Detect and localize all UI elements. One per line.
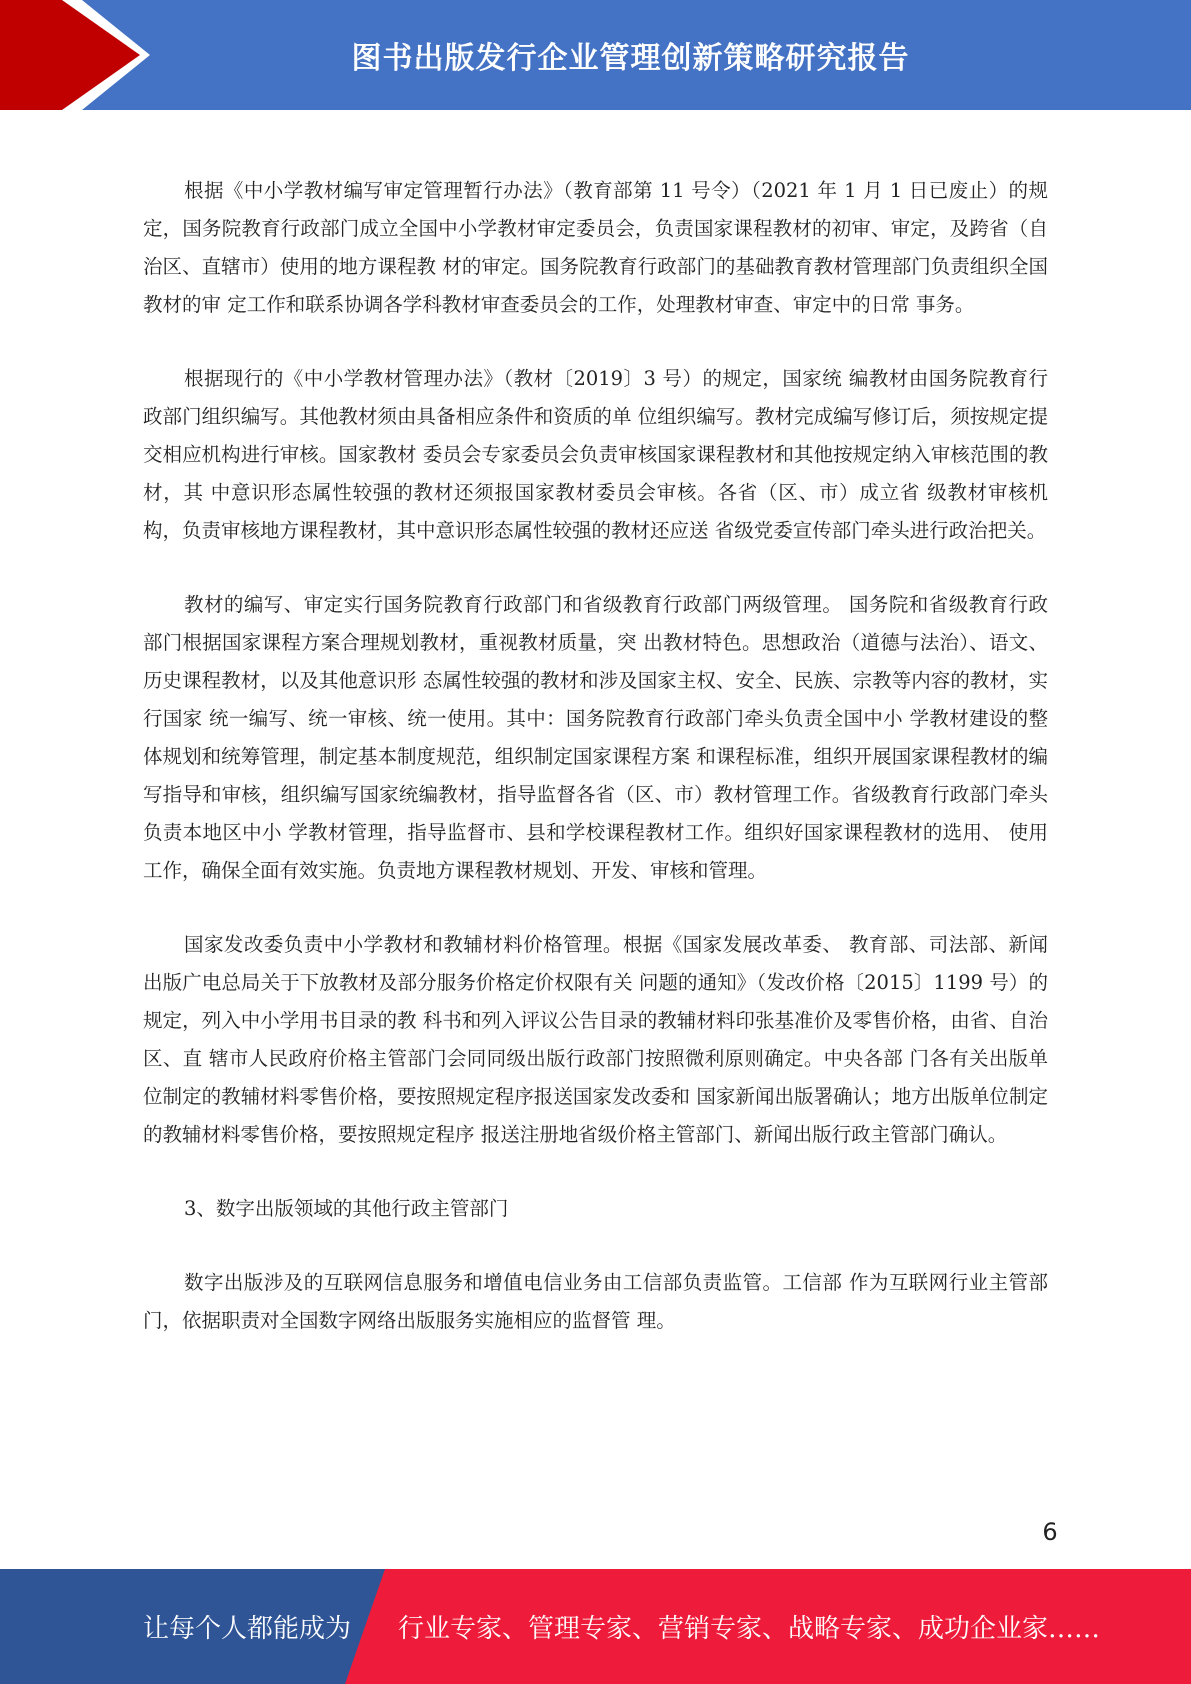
section-heading: 3、数字出版领域的其他行政主管部门 <box>184 1197 509 1220</box>
body-paragraph-3: 教材的编写、审定实行国务院教育行政部门和省级教育行政部门两级管理。 国务院和省级教育行政部门根据国家课程方案合理规划教材，重视教材质量，突 出教材特色。思想政治（道德与法治）、语文、历史课程教材，以及其他意识形 态属性较强的教材和涉及国家主权、安全、民族、宗教等内容的教材，实行国家 统一编写、统一审核、统一使用。其中：国务院教育行政部门牵头负责全国中小 学教材建设的整体规划和统筹管理，制定基本制度规范，组织制定国家课程方案 和课程标准，组织开展国家课程教材的编写指导和审核，组织编写国家统编教材，指导监督各省（区、市）教材管理工作。省级教育行政部门牵头负责本地区中小 学教材管理，指导监督市、县和学校课程教材工作。组织好国家课程教材的选用、 使用工作，确保全面有效实施。负责地方课程教材规划、开发、审核和管理。 <box>143 593 1048 882</box>
footer-slogan-left: 让每个人都能成为 <box>143 1614 352 1644</box>
report-title: 图书出版发行企业管理创新策略研究报告 <box>351 41 910 76</box>
header-chevron <box>0 0 160 110</box>
body-paragraph-1: 根据《中小学教材编写审定管理暂行办法》（教育部第 11 号令）（2021 年 1 月 1 日已废止）的规定，国务院教育行政部门成立全国中小学教材审定委员会，负责国家课程教材的初审、审定，及跨省（自治区、直辖市）使用的地方课程教 材的审定。国务院教育行政部门的基础教育教材管理部门负责组织全国教材的审 定工作和联系协调各学科教材审查委员会的工作，处理教材审查、审定中的日常 事务。 <box>143 179 1048 316</box>
page-header <box>0 0 1191 110</box>
page-footer <box>0 1569 1191 1684</box>
body-paragraph-4: 国家发改委负责中小学教材和教辅材料价格管理。根据《国家发展改革委、 教育部、司法部、新闻出版广电总局关于下放教材及部分服务价格定价权限有关 问题的通知》（发改价格〔2015〕1199 号）的规定，列入中小学用书目录的教 科书和列入评议公告目录的教辅材料印张基准价及零售价格，由省、自治区、直 辖市人民政府价格主管部门会同同级出版行政部门按照微利原则确定。中央各部 门各有关出版单位制定的教辅材料零售价格，要按照规定程序报送国家发改委和 国家新闻出版署确认；地方出版单位制定的教辅材料零售价格，要按照规定程序 报送注册地省级价格主管部门、新闻出版行政主管部门确认。 <box>143 933 1048 1146</box>
document-body <box>143 172 1048 1376</box>
page-number: 6 <box>1042 1518 1058 1546</box>
body-paragraph-5: 数字出版涉及的互联网信息服务和增值电信业务由工信部负责监管。工信部 作为互联网行业主管部门，依据职责对全国数字网络出版服务实施相应的监督管 理。 <box>143 1271 1048 1332</box>
body-paragraph-2: 根据现行的《中小学教材管理办法》（教材〔2019〕3 号）的规定，国家统 编教材由国务院教育行政部门组织编写。其他教材须由具备相应条件和资质的单 位组织编写。教材完成编写修订后，须按规定提交相应机构进行审核。国家教材 委员会专家委员会负责审核国家课程教材和其他按规定纳入审核范围的教材，其 中意识形态属性较强的教材还须报国家教材委员会审核。各省（区、市）成立省 级教材审核机构，负责审核地方课程教材，其中意识形态属性较强的教材还应送 省级党委宣传部门牵头进行政治把关。 <box>143 367 1048 542</box>
footer-slogan-right: 行业专家、管理专家、营销专家、战略专家、成功企业家…… <box>398 1614 1101 1644</box>
